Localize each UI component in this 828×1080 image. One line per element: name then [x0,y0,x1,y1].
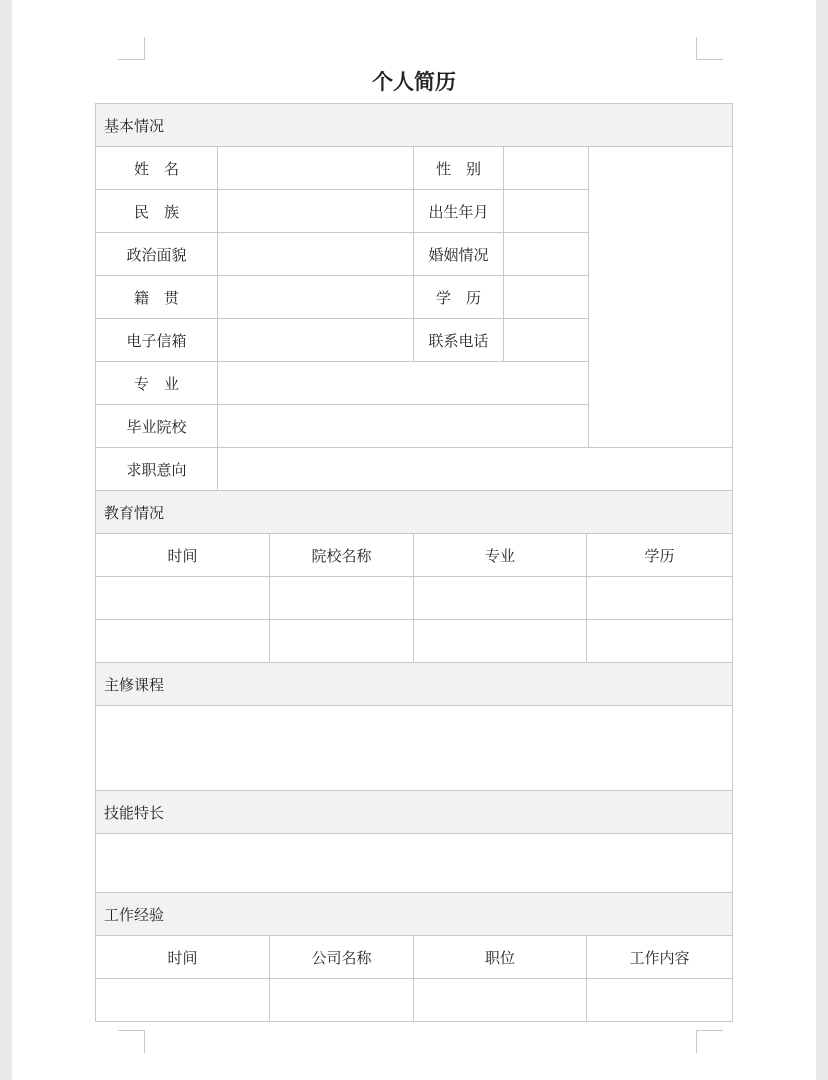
edu-cell[interactable] [587,620,733,663]
email-label: 电子信箱 [96,319,218,362]
name-label: 姓 名 [96,147,218,190]
work-cell[interactable] [96,979,270,1022]
crop-mark-bottom-left [118,1030,145,1053]
crop-mark-bottom-right [696,1030,723,1053]
politics-value-cell[interactable] [218,233,414,276]
edu-col-degree: 学历 [587,534,733,577]
work-cell[interactable] [414,979,587,1022]
edu-col-time: 时间 [96,534,270,577]
crop-mark-top-right [696,37,723,60]
email-value-cell[interactable] [218,319,414,362]
edu-cell[interactable] [96,577,270,620]
edu-cell[interactable] [270,620,414,663]
major-value-cell[interactable] [218,362,589,405]
hometown-value-cell[interactable] [218,276,414,319]
work-col-content: 工作内容 [587,936,733,979]
phone-value-cell[interactable] [504,319,589,362]
edu-cell[interactable] [270,577,414,620]
phone-label: 联系电话 [414,319,504,362]
crop-mark-top-left [118,37,145,60]
birth-label: 出生年月 [414,190,504,233]
degree-value-cell[interactable] [504,276,589,319]
birth-value-cell[interactable] [504,190,589,233]
work-cell[interactable] [270,979,414,1022]
degree-label: 学 历 [414,276,504,319]
work-col-time: 时间 [96,936,270,979]
photo-cell[interactable] [589,147,733,448]
major-label: 专 业 [96,362,218,405]
edu-cell[interactable] [414,620,587,663]
work-col-position: 职位 [414,936,587,979]
section-header-skills: 技能特长 [96,791,733,834]
ethnicity-value-cell[interactable] [218,190,414,233]
gender-value-cell[interactable] [504,147,589,190]
resume-table [95,103,733,1022]
skills-content-cell[interactable] [96,834,733,893]
edu-col-school: 院校名称 [270,534,414,577]
politics-label: 政治面貌 [96,233,218,276]
edu-cell[interactable] [414,577,587,620]
marital-value-cell[interactable] [504,233,589,276]
ethnicity-label: 民 族 [96,190,218,233]
edu-cell[interactable] [587,577,733,620]
intent-value-cell[interactable] [218,448,733,491]
intent-label: 求职意向 [96,448,218,491]
school-label: 毕业院校 [96,405,218,448]
hometown-label: 籍 贯 [96,276,218,319]
document-title: 个人简历 [372,70,456,94]
edu-col-major: 专业 [414,534,587,577]
courses-content-cell[interactable] [96,706,733,791]
section-header-education: 教育情况 [96,491,733,534]
section-header-courses: 主修课程 [96,663,733,706]
school-value-cell[interactable] [218,405,589,448]
work-col-company: 公司名称 [270,936,414,979]
section-header-basic: 基本情况 [96,104,733,147]
edu-cell[interactable] [96,620,270,663]
section-header-work: 工作经验 [96,893,733,936]
marital-label: 婚姻情况 [414,233,504,276]
name-value-cell[interactable] [218,147,414,190]
gender-label: 性 别 [414,147,504,190]
work-cell[interactable] [587,979,733,1022]
